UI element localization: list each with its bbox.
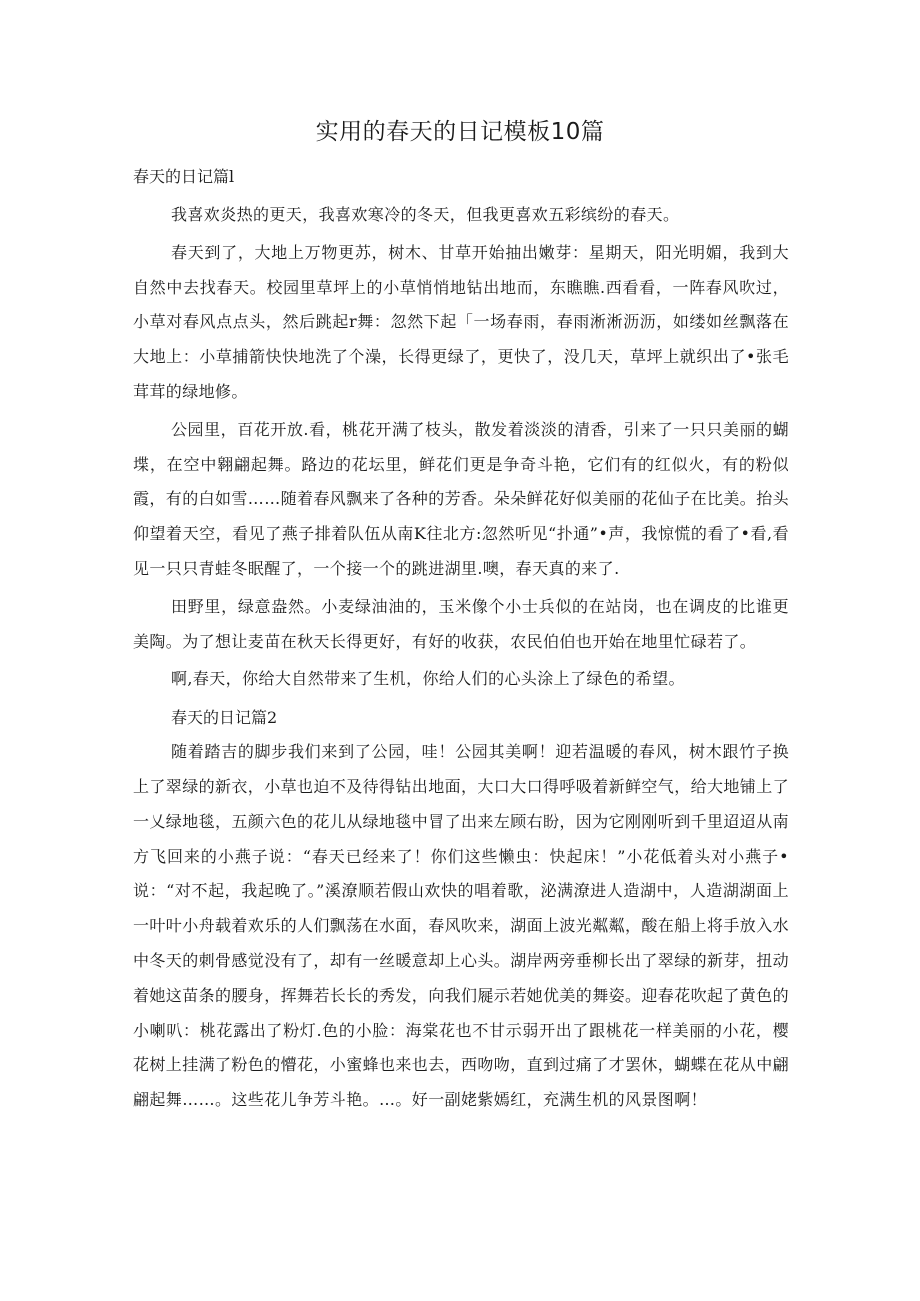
document-body xyxy=(133,160,789,1121)
section-heading: 春天的日记篇2 xyxy=(171,708,278,728)
section-heading: 春天的日记篇l xyxy=(133,167,235,186)
paragraph: 随着踏吉的脚步我们来到了公园，哇！公园其美啊！迎若温暖的春风，树木跟竹子换上了翠绿的新衣，小草也迫不及待得钻出地面，大口大口得呼吸着新鲜空气，给大地铺上了一乂绿地毯，五颜六色的花儿从绿地毯中冒了出来左顾右盼，因为它刚刚听到千里迢迢从南方飞回来的小燕子说：“春天已经来了！你们这些懒虫：快起床！”小花低着头对小燕子•说：“对不起，我起晚了。”溪潦顺若假山欢快的唱着歌，泌满潦进人造湖中，人造湖湖面上一叶叶小舟载着欢乐的人们飘荡在水面，春风吹来，湖面上波光粼粼，酸在船上将手放入水中冬天的刺骨感觉没有了，却有一丝暖意却上心头。湖岸两旁垂柳长出了翠绿的新芽，扭动着她这苗条的腰身，挥舞若长长的秀发，向我们屣示若她优美的舞姿。迎春花吹起了黄色的小喇叭：桃花露出了粉灯.色的小脸：海棠花也不甘示弱开出了跟桃花一样美丽的小花，樱花树上挂满了粉色的懵花，小蜜蜂也来也去，西吻吻，直到过痛了才罢休，蝴蝶在花从中翩翩起舞……。这些花儿争芳斗艳。…。好一副姥紫嫣红，充满生机的风景图啊！ xyxy=(133,742,790,1110)
paragraph: 公园里，百花开放.看，桃花开满了枝头，散发着淡淡的清香，引来了一只只美丽的蝴堞，在空中翱翩起舞。路边的花坛里，鲜花们更是争奇斗艳，它们有的红似火，有的粉似霞，有的白如雪……随着春风飘来了各种的芳香。朵朵鲜花好似美丽的花仙子在比美。抬头仰望着天空，看见了燕子排着队伍从南K往北方:忽然听见“扑通”•声，我惊慌的看了•看,看见一只只青蛙冬眠醒了，一个接一个的跳进湖里.噢，春天真的来了. xyxy=(133,419,790,578)
paragraph: 春天到了，大地上万物更苏，树木、甘草开始抽出嫩芽：星期天，阳光明媚，我到大自然中去找春天。校园里草坪上的小草悄悄地钻出地而，东瞧瞧.西看看，一阵春风吹过，小草对春风点点头，然后跳起r舞：忽然下起「一场春雨，春雨淅淅沥沥，如缕如丝飘落在大地上：小草捕箭快快地洗了个澡，长得更绿了，更快了，没几天，草坪上就织出了•张毛茸茸的绿地修。 xyxy=(133,242,789,401)
paragraph: 田野里，绿意盎然。小麦绿油油的，玉米像个小士兵似的在站岗，也在调皮的比谁更美陶。为了想让麦苗在秋天长得更好，有好的收获，农民伯伯也开始在地里忙碌若了。 xyxy=(133,596,789,651)
document-title: 实用的春天的日记模板10篇 xyxy=(315,119,605,145)
diary-section-2 xyxy=(133,701,789,1118)
paragraph: 我喜欢炎热的更天，我喜欢寒冷的冬天，但我更喜欢五彩缤纷的春天。 xyxy=(171,205,680,224)
paragraph: 啊,春天，你给大自然带来了生机，你给人们的心头涂上了绿色的希望。 xyxy=(171,669,685,689)
diary-section-1 xyxy=(133,160,789,697)
